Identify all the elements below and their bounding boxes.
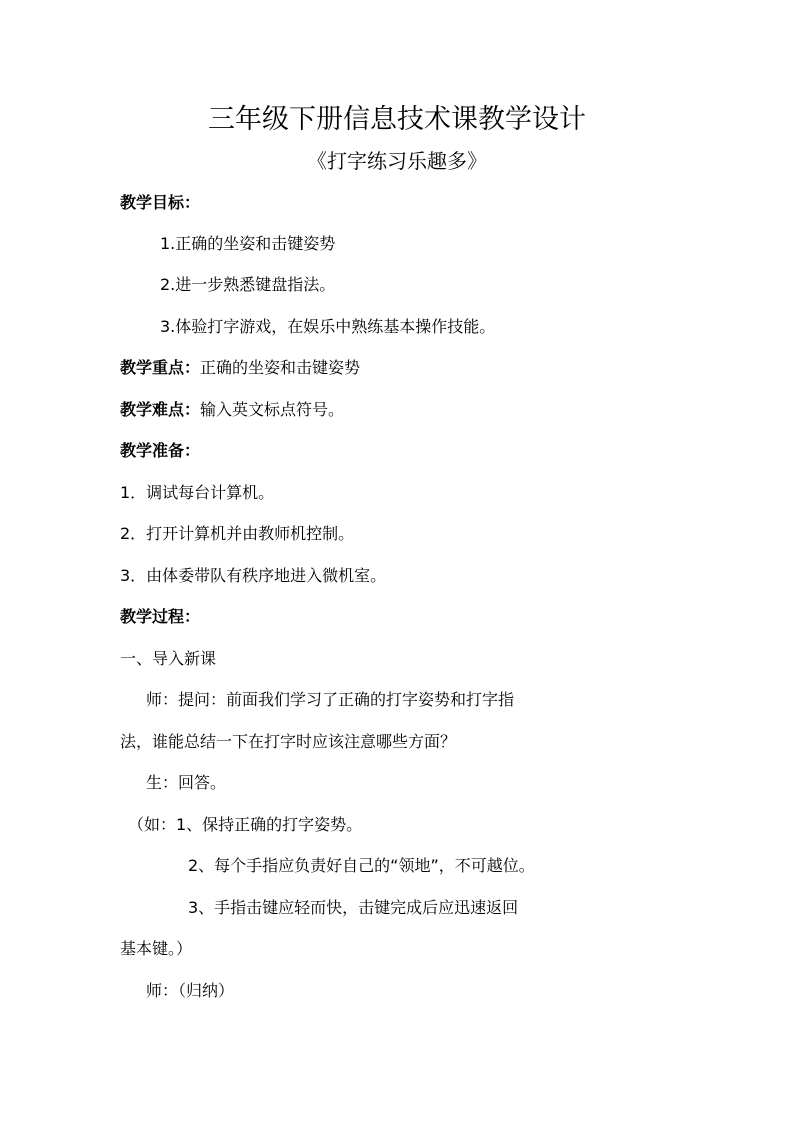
process-line-6: 3、手指击键应轻而快，击键完成后应迅速返回 xyxy=(188,898,519,917)
key-point-label: 教学重点： xyxy=(120,358,201,377)
difficulty-label: 教学难点： xyxy=(120,400,201,419)
process-line-5: 2、每个手指应负责好自己的“领地”，不可越位。 xyxy=(188,856,535,875)
process-line-2: 法，谁能总结一下在打字时应该注意哪些方面？ xyxy=(120,732,457,751)
difficulty-text: 输入英文标点符号。 xyxy=(200,400,345,419)
key-point-text: 正确的坐姿和击键姿势 xyxy=(200,358,361,377)
preparation-heading: 教学准备： xyxy=(120,441,201,460)
process-heading: 教学过程： xyxy=(120,607,201,626)
difficulty-line xyxy=(120,400,344,420)
objective-item-2: 2.进一步熟悉键盘指法。 xyxy=(160,275,336,294)
process-line-8: 师：（归纳） xyxy=(146,981,235,1000)
process-line-7: 基本键。） xyxy=(120,939,193,958)
objectives-heading: 教学目标： xyxy=(120,193,201,212)
process-line-3: 生：回答。 xyxy=(146,773,227,792)
preparation-item-1: 1．调试每台计算机。 xyxy=(120,483,275,502)
document-subtitle: 《打字练习乐趣多》 xyxy=(307,149,487,173)
document-title: 三年级下册信息技术课教学设计 xyxy=(208,104,586,135)
key-point-line xyxy=(120,358,360,378)
process-line-1: 师：提问：前面我们学习了正确的打字姿势和打字指 xyxy=(146,690,515,709)
preparation-item-2: 2．打开计算机并由教师机控制。 xyxy=(120,524,355,543)
objective-item-3: 3.体验打字游戏，在娱乐中熟练基本操作技能。 xyxy=(160,317,496,336)
process-section-1: 一、导入新课 xyxy=(120,649,217,668)
process-line-4: （如：1、保持正确的打字姿势。 xyxy=(128,815,363,834)
preparation-item-3: 3．由体委带队有秩序地进入微机室。 xyxy=(120,566,387,585)
objective-item-1: 1.正确的坐姿和击键姿势 xyxy=(160,234,336,253)
